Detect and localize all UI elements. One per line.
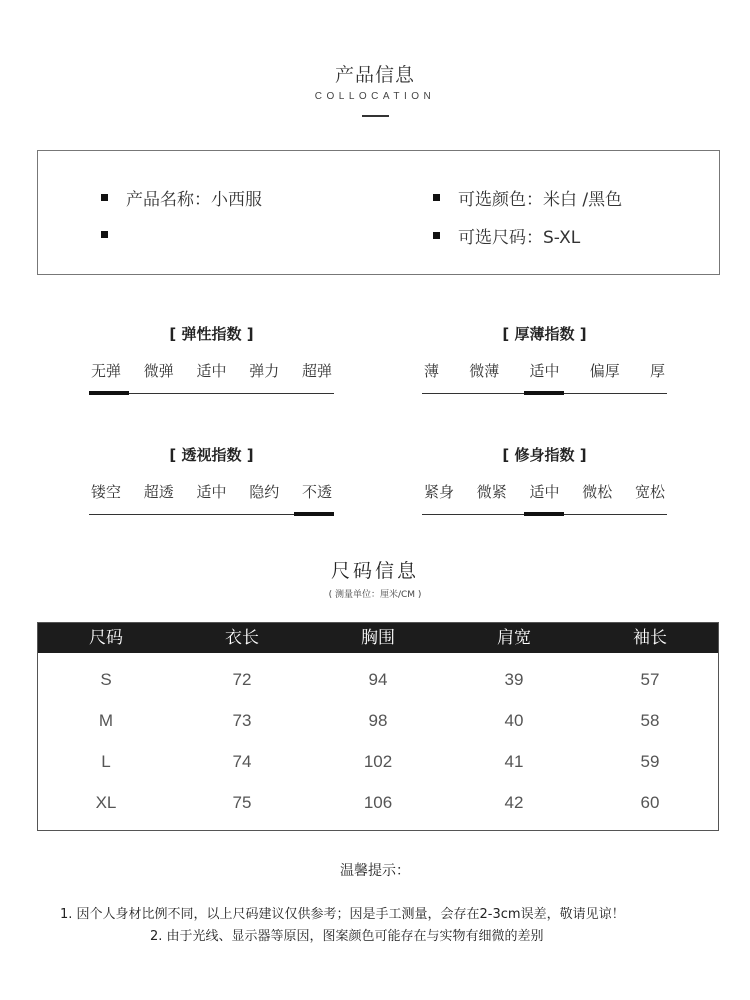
table-header-cell: 胸围 bbox=[361, 628, 395, 648]
table-row bbox=[38, 665, 718, 695]
table-cell: 58 bbox=[640, 711, 660, 730]
index-selected-marker bbox=[524, 512, 564, 516]
index-options bbox=[422, 360, 667, 381]
info-item-sizes bbox=[433, 223, 580, 248]
size-info-title: 尺码信息 bbox=[330, 560, 419, 582]
index-option: 微松 bbox=[582, 483, 613, 501]
index-option: 适中 bbox=[196, 483, 227, 501]
size-table bbox=[37, 622, 719, 831]
index-options bbox=[89, 360, 334, 381]
index-option: 厚 bbox=[649, 362, 665, 380]
index-option: 薄 bbox=[424, 362, 440, 380]
size-info-unit: ( 测量单位：厘米/CM ) bbox=[328, 590, 422, 600]
table-cell: 57 bbox=[640, 670, 660, 689]
index-option: 微紧 bbox=[476, 483, 507, 501]
index-title: [ 透视指数 ] bbox=[169, 446, 254, 464]
table-cell: 94 bbox=[368, 670, 388, 689]
index-option: 弹力 bbox=[249, 362, 280, 380]
table-cell: 41 bbox=[504, 752, 524, 771]
table-cell: 73 bbox=[232, 711, 252, 730]
table-header-cell: 衣长 bbox=[225, 628, 259, 648]
table-header-cell: 尺码 bbox=[89, 628, 123, 648]
index-option: 适中 bbox=[529, 362, 560, 380]
index-option: 宽松 bbox=[634, 483, 665, 501]
table-row bbox=[38, 747, 718, 777]
bullet-icon bbox=[101, 231, 108, 238]
tip-line: 1. 因个人身材比例不同，以上尺码建议仅供参考；因是手工测量，会存在2-3cm误差，敬请见谅！ bbox=[60, 907, 625, 922]
table-cell: S bbox=[100, 670, 112, 689]
index-option: 适中 bbox=[529, 483, 560, 501]
index-selected-marker bbox=[524, 391, 564, 395]
bullet-icon bbox=[433, 194, 440, 201]
tips-title: 温馨提示： bbox=[340, 863, 410, 879]
index-option: 不透 bbox=[301, 483, 332, 501]
index-option: 超透 bbox=[143, 483, 174, 501]
index-option: 无弹 bbox=[91, 362, 122, 380]
table-cell: M bbox=[98, 711, 114, 730]
index-options bbox=[89, 481, 334, 502]
product-info-subtitle: COLLOCATION bbox=[314, 91, 436, 102]
table-row bbox=[38, 788, 718, 818]
index-option: 隐约 bbox=[249, 483, 280, 501]
index-option: 适中 bbox=[196, 362, 227, 380]
table-cell: 106 bbox=[363, 793, 393, 812]
table-cell: 74 bbox=[232, 752, 252, 771]
table-header-cell: 袖长 bbox=[633, 628, 667, 648]
index-option: 微薄 bbox=[469, 362, 500, 380]
index-options bbox=[422, 481, 667, 502]
table-cell: 39 bbox=[504, 670, 524, 689]
info-text: 产品名称：小西服 bbox=[126, 190, 262, 210]
table-cell: 40 bbox=[504, 711, 524, 730]
tip-line: 2. 由于光线、显示器等原因，图案颜色可能存在与实物有细微的差别 bbox=[150, 929, 544, 944]
index-title: [ 厚薄指数 ] bbox=[502, 325, 587, 343]
table-cell: 42 bbox=[504, 793, 524, 812]
info-item-colors bbox=[433, 185, 622, 210]
index-option: 紧身 bbox=[424, 483, 455, 501]
index-option: 偏厚 bbox=[589, 362, 620, 380]
index-selected-marker bbox=[89, 391, 129, 395]
table-cell: 75 bbox=[232, 793, 252, 812]
table-cell: XL bbox=[95, 793, 117, 812]
table-cell: 59 bbox=[640, 752, 660, 771]
table-cell: 102 bbox=[363, 752, 393, 771]
index-option: 超弹 bbox=[301, 362, 332, 380]
table-cell: 72 bbox=[232, 670, 252, 689]
table-cell: 98 bbox=[368, 711, 388, 730]
info-item-empty bbox=[101, 223, 126, 245]
product-info-title: 产品信息 bbox=[334, 64, 415, 86]
table-header-row bbox=[38, 623, 718, 653]
bullet-icon bbox=[433, 232, 440, 239]
index-option: 镂空 bbox=[91, 483, 122, 501]
table-cell: L bbox=[101, 752, 111, 771]
title-divider bbox=[362, 115, 389, 117]
table-cell: 60 bbox=[640, 793, 660, 812]
bullet-icon bbox=[101, 194, 108, 201]
product-info-box bbox=[37, 150, 720, 275]
info-text: 可选尺码：S-XL bbox=[458, 228, 581, 248]
index-title: [ 修身指数 ] bbox=[502, 446, 587, 464]
index-option: 微弹 bbox=[143, 362, 174, 380]
info-item-product-name bbox=[101, 185, 262, 210]
table-header-cell: 肩宽 bbox=[497, 628, 531, 648]
index-selected-marker bbox=[294, 512, 334, 516]
index-title: [ 弹性指数 ] bbox=[169, 325, 254, 343]
table-row bbox=[38, 706, 718, 736]
info-text: 可选颜色：米白 /黑色 bbox=[458, 190, 623, 210]
